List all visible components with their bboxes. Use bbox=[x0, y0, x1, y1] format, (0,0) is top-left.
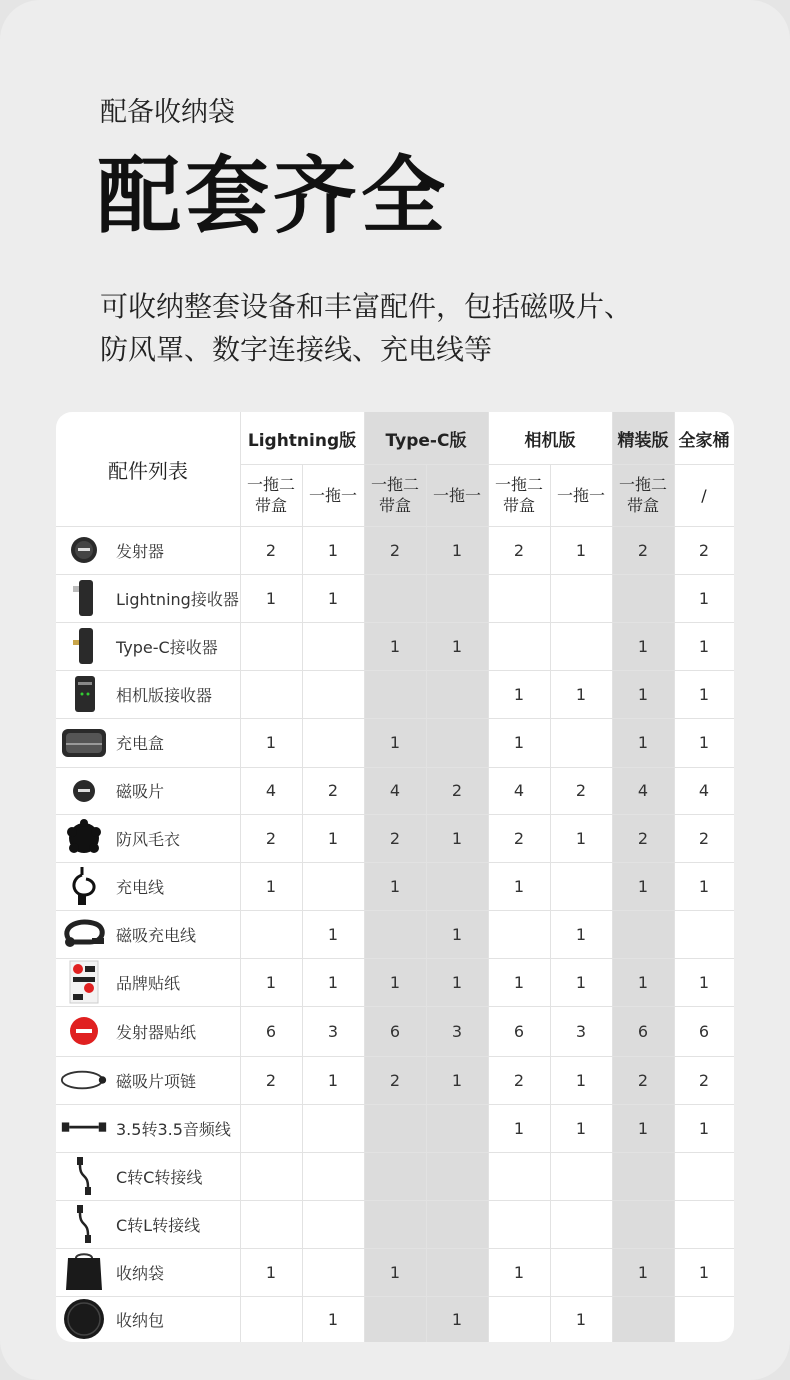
accessory-name: 磁吸片 bbox=[116, 782, 165, 801]
quantity-cell bbox=[240, 1104, 302, 1152]
quantity-cell: 2 bbox=[513, 1070, 525, 1090]
camera-receiver-icon bbox=[60, 670, 108, 718]
quantity-cell bbox=[426, 1248, 488, 1296]
quantity-cell bbox=[240, 670, 302, 718]
quantity-cell bbox=[550, 574, 612, 622]
quantity-cell bbox=[364, 670, 426, 718]
audio-cable-icon bbox=[60, 1104, 108, 1152]
quantity-cell: 1 bbox=[575, 684, 587, 704]
accessory-name: Lightning接收器 bbox=[116, 589, 239, 609]
accessory-name: C转C转接线 bbox=[116, 1167, 203, 1187]
quantity-cell: 1 bbox=[575, 924, 587, 944]
quantity-cell bbox=[612, 574, 674, 622]
table-row bbox=[56, 1152, 734, 1200]
quantity-cell: 1 bbox=[513, 1118, 525, 1138]
quantity-cell bbox=[302, 1152, 364, 1200]
quantity-cell: 1 bbox=[451, 1070, 463, 1090]
quantity-cell: 1 bbox=[265, 733, 277, 752]
quantity-cell: 4 bbox=[698, 781, 710, 800]
quantity-cell: 1 bbox=[513, 733, 525, 752]
page-title: 配套齐全 bbox=[97, 147, 450, 245]
quantity-cell: 1 bbox=[265, 876, 277, 896]
quantity-cell bbox=[240, 1200, 302, 1248]
quantity-cell bbox=[550, 862, 612, 910]
accessory-name: 3.5转3.5音频线 bbox=[116, 1119, 231, 1139]
quantity-cell bbox=[550, 1248, 612, 1296]
accessory-name: 收纳包 bbox=[116, 1310, 165, 1330]
quantity-cell: 1 bbox=[389, 876, 401, 896]
quantity-cell bbox=[240, 1152, 302, 1200]
description-line-2: 防风罩、数字连接线、充电线等 bbox=[100, 333, 493, 366]
quantity-cell: 2 bbox=[637, 540, 649, 560]
quantity-cell: 1 bbox=[698, 636, 710, 656]
quantity-cell: 1 bbox=[637, 876, 649, 896]
quantity-cell: 1 bbox=[327, 540, 339, 560]
quantity-cell bbox=[364, 1152, 426, 1200]
subcolumn-header: 一拖二 带盒 bbox=[618, 475, 667, 515]
quantity-cell: 1 bbox=[575, 828, 587, 848]
quantity-cell: 2 bbox=[698, 828, 710, 848]
table-row bbox=[56, 526, 734, 574]
table-row bbox=[56, 1248, 734, 1296]
quantity-cell bbox=[302, 718, 364, 767]
table-row bbox=[56, 718, 734, 767]
quantity-cell: 2 bbox=[698, 540, 710, 560]
quantity-cell: 1 bbox=[513, 684, 525, 704]
quantity-cell: 2 bbox=[265, 828, 277, 848]
quantity-cell bbox=[488, 1152, 550, 1200]
lightning-receiver-icon bbox=[60, 574, 108, 622]
quantity-cell bbox=[364, 1104, 426, 1152]
quantity-cell: 1 bbox=[637, 684, 649, 704]
accessory-name: 相机版接收器 bbox=[116, 685, 213, 705]
quantity-cell bbox=[426, 1104, 488, 1152]
quantity-cell: 1 bbox=[265, 972, 277, 992]
quantity-cell bbox=[426, 670, 488, 718]
quantity-cell: 1 bbox=[575, 540, 587, 560]
quantity-cell: 2 bbox=[513, 540, 525, 560]
table-row bbox=[56, 1200, 734, 1248]
page-description bbox=[100, 285, 720, 371]
quantity-cell bbox=[426, 574, 488, 622]
accessory-name: C转L转接线 bbox=[116, 1215, 201, 1235]
quantity-cell bbox=[674, 1296, 734, 1342]
quantity-cell: 1 bbox=[698, 588, 710, 608]
quantity-cell bbox=[550, 1152, 612, 1200]
quantity-cell: 1 bbox=[637, 1118, 649, 1138]
quantity-cell: 2 bbox=[451, 781, 463, 800]
quantity-cell: 1 bbox=[698, 684, 710, 704]
quantity-cell: 2 bbox=[265, 540, 277, 560]
quantity-cell bbox=[488, 574, 550, 622]
quantity-cell bbox=[612, 1152, 674, 1200]
brand-sticker-icon bbox=[60, 958, 108, 1006]
accessory-name: 防风毛衣 bbox=[116, 829, 181, 849]
quantity-cell: 2 bbox=[575, 781, 587, 800]
quantity-cell: 1 bbox=[575, 1309, 587, 1329]
quantity-cell: 3 bbox=[575, 1021, 587, 1041]
quantity-cell: 1 bbox=[265, 588, 277, 608]
quantity-cell: 4 bbox=[513, 781, 525, 800]
table-row bbox=[56, 622, 734, 670]
table-row bbox=[56, 1006, 734, 1056]
accessory-name: 充电线 bbox=[116, 877, 165, 897]
subcolumn-header: 一拖二 带盒 bbox=[246, 475, 295, 515]
quantity-cell: 1 bbox=[513, 876, 525, 896]
accessory-name: 磁吸片项链 bbox=[116, 1071, 197, 1091]
quantity-cell: 1 bbox=[451, 828, 463, 848]
quantity-cell bbox=[302, 1248, 364, 1296]
quantity-cell: 1 bbox=[451, 1309, 463, 1329]
transmitter-sticker-icon bbox=[60, 1006, 108, 1056]
quantity-cell: 1 bbox=[698, 972, 710, 992]
quantity-cell: 1 bbox=[389, 1262, 401, 1282]
quantity-cell bbox=[364, 574, 426, 622]
quantity-cell bbox=[488, 622, 550, 670]
quantity-cell bbox=[488, 1200, 550, 1248]
quantity-cell bbox=[240, 1296, 302, 1342]
quantity-cell: 1 bbox=[327, 588, 339, 608]
quantity-cell: 6 bbox=[698, 1021, 710, 1041]
quantity-cell: 6 bbox=[513, 1021, 525, 1041]
quantity-cell bbox=[426, 1200, 488, 1248]
quantity-cell: 1 bbox=[389, 972, 401, 992]
description-line-1: 可收纳整套设备和丰富配件，包括磁吸片、 bbox=[100, 290, 633, 323]
accessory-table bbox=[56, 412, 734, 1342]
accessory-name: Type-C接收器 bbox=[116, 637, 218, 657]
subcolumn-header: / bbox=[701, 485, 707, 505]
quantity-cell bbox=[488, 910, 550, 958]
windscreen-fur-icon bbox=[60, 814, 108, 862]
quantity-cell: 1 bbox=[575, 1118, 587, 1138]
table-row bbox=[56, 862, 734, 910]
quantity-cell: 1 bbox=[327, 1070, 339, 1090]
quantity-cell bbox=[302, 1104, 364, 1152]
group-header: Type-C版 bbox=[385, 430, 467, 451]
magnet-plate-icon bbox=[60, 767, 108, 814]
quantity-cell: 1 bbox=[637, 636, 649, 656]
quantity-cell bbox=[426, 1152, 488, 1200]
quantity-cell bbox=[612, 1200, 674, 1248]
typec-receiver-icon bbox=[60, 622, 108, 670]
quantity-cell: 1 bbox=[575, 1070, 587, 1090]
subcolumn-header: 一拖二 带盒 bbox=[370, 475, 419, 515]
subcolumn-header: 一拖一 bbox=[432, 485, 481, 505]
quantity-cell bbox=[674, 1200, 734, 1248]
quantity-cell: 3 bbox=[327, 1021, 339, 1041]
quantity-cell bbox=[674, 1152, 734, 1200]
accessory-name: 发射器 bbox=[116, 541, 165, 561]
quantity-cell bbox=[240, 622, 302, 670]
quantity-cell: 1 bbox=[637, 972, 649, 992]
table-row bbox=[56, 814, 734, 862]
quantity-cell: 1 bbox=[698, 876, 710, 896]
accessory-name: 发射器贴纸 bbox=[116, 1022, 197, 1042]
quantity-cell: 1 bbox=[265, 1262, 277, 1282]
table-row bbox=[56, 1056, 734, 1104]
quantity-cell bbox=[364, 910, 426, 958]
magnet-necklace-icon bbox=[60, 1056, 108, 1104]
quantity-cell: 1 bbox=[327, 924, 339, 944]
quantity-cell bbox=[674, 910, 734, 958]
quantity-cell: 6 bbox=[389, 1021, 401, 1041]
group-header: Lightning版 bbox=[247, 430, 357, 451]
group-header: 相机版 bbox=[524, 430, 576, 451]
subcolumn-header: 一拖二 带盒 bbox=[494, 475, 543, 515]
quantity-cell: 2 bbox=[637, 1070, 649, 1090]
group-header: 精装版 bbox=[617, 430, 669, 451]
quantity-cell: 1 bbox=[451, 972, 463, 992]
table-row bbox=[56, 670, 734, 718]
table-row bbox=[56, 1104, 734, 1152]
subcolumn-header: 一拖一 bbox=[308, 485, 357, 505]
quantity-cell: 1 bbox=[327, 828, 339, 848]
quantity-cell: 1 bbox=[451, 540, 463, 560]
quantity-cell bbox=[364, 1200, 426, 1248]
group-header: 全家桶 bbox=[678, 430, 730, 451]
quantity-cell bbox=[550, 1200, 612, 1248]
quantity-cell: 2 bbox=[698, 1070, 710, 1090]
quantity-cell: 1 bbox=[327, 1309, 339, 1329]
quantity-cell: 1 bbox=[698, 733, 710, 752]
table-row bbox=[56, 574, 734, 622]
accessory-name: 充电盒 bbox=[116, 734, 165, 753]
quantity-cell: 2 bbox=[265, 1070, 277, 1090]
quantity-cell: 2 bbox=[327, 781, 339, 800]
quantity-cell: 3 bbox=[451, 1021, 463, 1041]
table-corner-label: 配件列表 bbox=[108, 458, 188, 483]
quantity-cell: 1 bbox=[575, 972, 587, 992]
table-row bbox=[56, 910, 734, 958]
storage-pouch-icon bbox=[60, 1296, 108, 1342]
quantity-cell: 1 bbox=[451, 924, 463, 944]
page-subtitle: 配备收纳袋 bbox=[100, 97, 235, 128]
quantity-cell: 1 bbox=[637, 1262, 649, 1282]
c-to-c-cable-icon bbox=[60, 1152, 108, 1200]
quantity-cell bbox=[550, 718, 612, 767]
quantity-cell: 6 bbox=[265, 1021, 277, 1041]
quantity-cell: 1 bbox=[389, 636, 401, 656]
quantity-cell: 1 bbox=[637, 733, 649, 752]
table-row bbox=[56, 958, 734, 1006]
c-to-l-cable-icon bbox=[60, 1200, 108, 1248]
quantity-cell bbox=[302, 622, 364, 670]
transmitter-icon bbox=[60, 526, 108, 574]
quantity-cell bbox=[488, 1296, 550, 1342]
quantity-cell bbox=[240, 910, 302, 958]
quantity-cell: 1 bbox=[389, 733, 401, 752]
quantity-cell: 4 bbox=[637, 781, 649, 800]
quantity-cell bbox=[302, 862, 364, 910]
table-row bbox=[56, 1296, 734, 1342]
quantity-cell: 1 bbox=[513, 1262, 525, 1282]
quantity-cell: 4 bbox=[389, 781, 401, 800]
accessory-name: 收纳袋 bbox=[116, 1263, 165, 1283]
quantity-cell bbox=[426, 718, 488, 767]
subcolumn-header: 一拖一 bbox=[556, 485, 605, 505]
charging-cable-icon bbox=[60, 862, 108, 910]
quantity-cell: 6 bbox=[637, 1021, 649, 1041]
charging-case-icon bbox=[60, 718, 108, 767]
quantity-cell: 1 bbox=[698, 1262, 710, 1282]
quantity-cell bbox=[364, 1296, 426, 1342]
quantity-cell: 2 bbox=[513, 828, 525, 848]
accessory-name: 磁吸充电线 bbox=[116, 925, 197, 945]
accessory-name: 品牌贴纸 bbox=[116, 973, 181, 993]
quantity-cell: 2 bbox=[389, 1070, 401, 1090]
quantity-cell bbox=[550, 622, 612, 670]
table-row bbox=[56, 767, 734, 814]
quantity-cell bbox=[302, 1200, 364, 1248]
quantity-cell: 1 bbox=[513, 972, 525, 992]
storage-bag-icon bbox=[60, 1248, 108, 1296]
quantity-cell: 1 bbox=[698, 1118, 710, 1138]
quantity-cell: 1 bbox=[451, 636, 463, 656]
quantity-cell: 2 bbox=[389, 540, 401, 560]
quantity-cell bbox=[426, 862, 488, 910]
quantity-cell: 1 bbox=[327, 972, 339, 992]
quantity-cell bbox=[302, 670, 364, 718]
quantity-cell: 4 bbox=[265, 781, 277, 800]
quantity-cell: 2 bbox=[389, 828, 401, 848]
quantity-cell: 2 bbox=[637, 828, 649, 848]
quantity-cell bbox=[612, 1296, 674, 1342]
quantity-cell bbox=[612, 910, 674, 958]
magnetic-cable-icon bbox=[60, 910, 108, 958]
